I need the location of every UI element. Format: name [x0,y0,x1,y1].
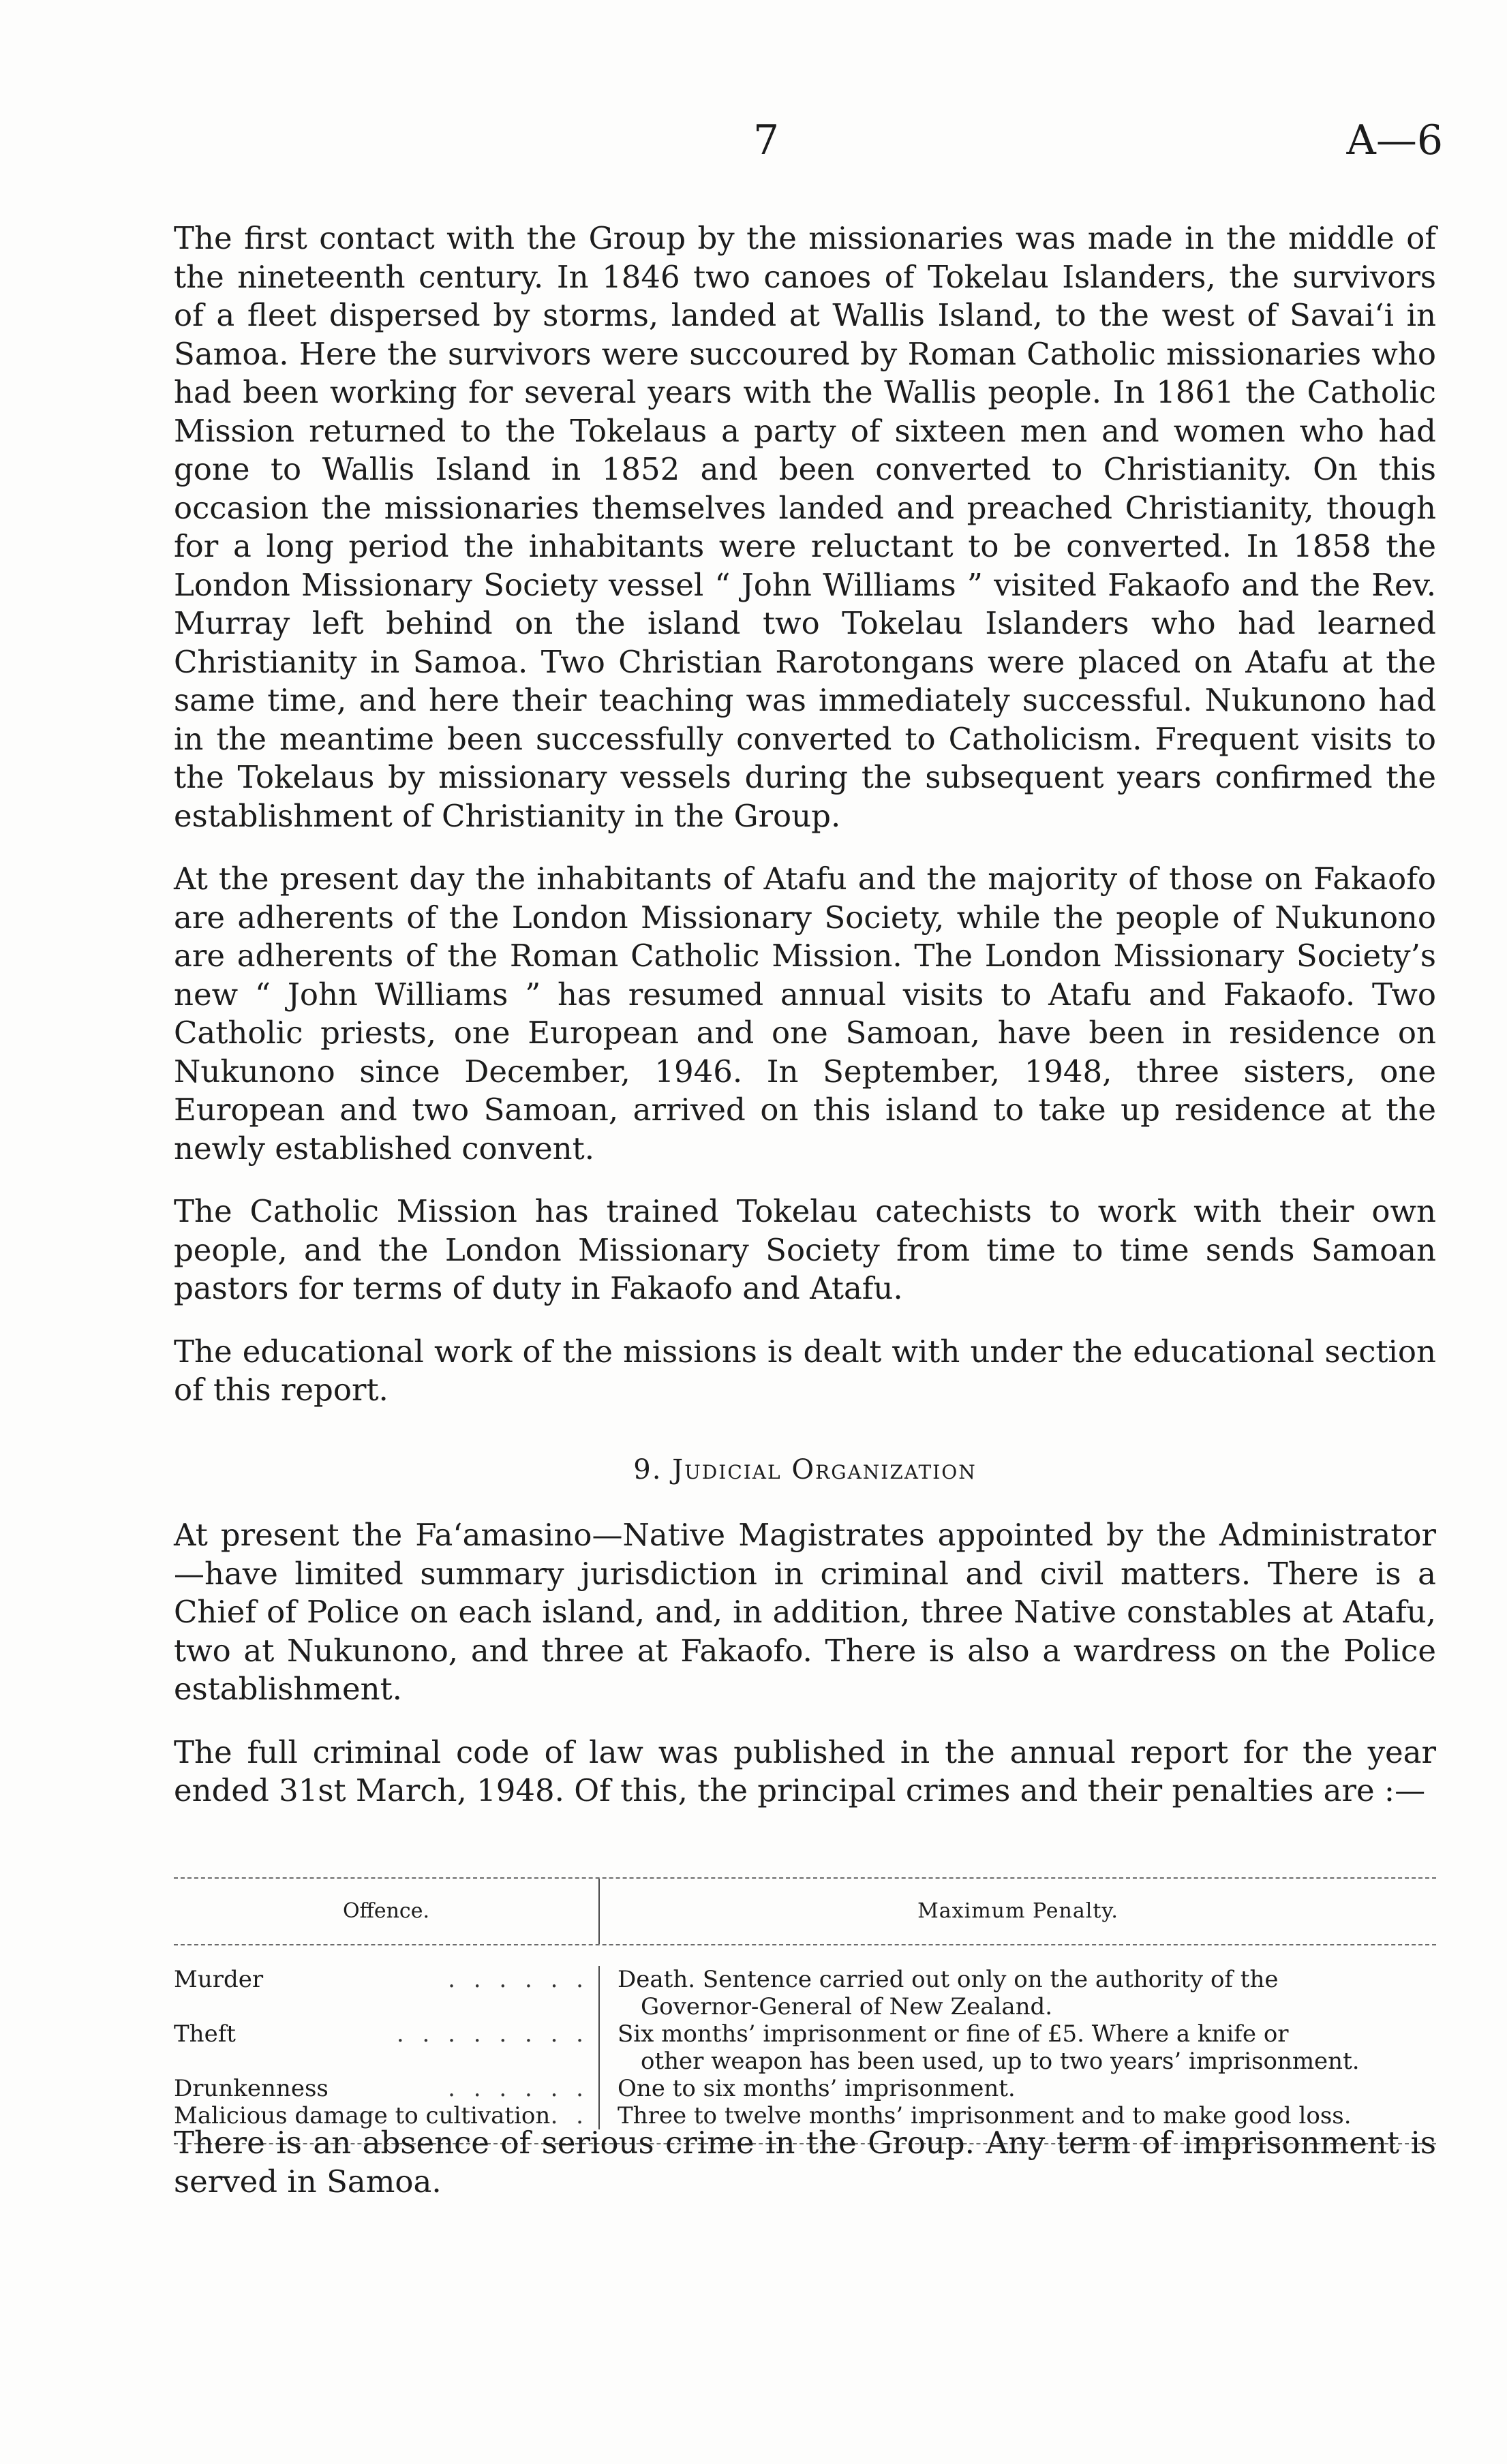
leader-dots: . . . . . . [448,2075,589,2102]
penalties-table [174,1877,1436,2144]
leader-dots: . . [550,2102,589,2129]
paragraph-magistrates: At present the Fa‘amasino—Native Magistrates appointed by the Administrator—have limited summary jurisdiction in criminal and civil matters. There is a Chief of Police on each island, and, in addition, three Native constables at Atafu, two at Nukunono, and three at Fakaofo. There is also a wardress on the Police establishment. [174,1517,1436,1707]
paragraph-educational: The educational work of the missions is dealt with under the educational section of this report. [174,1333,1436,1408]
document-reference: A—6 [1346,117,1443,164]
penalty-line: One to six months’ imprisonment. [618,2075,1016,2102]
penalty-line: Governor-General of New Zealand. [641,1993,1053,2020]
penalty-line: Six months’ imprisonment or fine of £5. Where a knife or [618,2020,1289,2048]
table-row [174,2020,598,2075]
paragraph-present-day: At the present day the inhabitants of Atafu and the majority of those on Fakaofo are adherents of the London Missionary Society, while the people of Nukunono are adherents of the Roman Catholic Mission. The London Missionary Society’s new “ John Williams ” has resumed annual visits to Atafu and Fakaofo. Two Catholic priests, one European and one Samoan, have been in residence on Nukunono since December, 1946. In September, 1948, three sisters, one European and two Samoan, arrived on this island to take up residence at the newly established convent. [174,861,1436,1167]
paragraph-criminal-code: The full criminal code of law was published in the annual report for the year ended 31st March, 1948. Of this, the principal crimes and their penalties are :— [174,1734,1436,1808]
paragraph-catechists: The Catholic Mission has trained Tokelau catechists to work with their own people, and the London Missionary Society from time to time sends Samoan pastors for terms of duty in Fakaofo and Atafu. [174,1193,1436,1306]
header-penalty: Maximum Penalty. [917,1899,1118,1923]
table-header [174,1879,1436,1944]
table-row [174,1966,598,2020]
offence-cell: Murder [174,1966,264,1993]
penalty-cell [618,1966,1436,2020]
penalty-line: Three to twelve months’ imprisonment and to make good loss. [618,2102,1352,2129]
paragraph-missionary-contact: The first contact with the Group by the missionaries was made in the middle of the nineteenth century. In 1846 two canoes of Tokelau Islanders, the survivors of a fleet dispersed by storms, landed at Wallis Island, to the west of Savai‘i in Samoa. Here the survivors were succoured by Roman Catholic missionaries who had been working for several years with the Wallis people. In 1861 the Catholic Mission returned to the Tokelaus a party of sixteen men and women who had gone to Wallis Island in 1852 and been converted to Christianity. On this occasion the missionaries themselves landed and preached Christianity, though for a long period the inhabitants were reluctant to be converted. In 1858 the London Missionary Society vessel “ John Williams ” visited Fakaofo and the Rev. Murray left behind on the island two Tokelau Islanders who had learned Christianity in Samoa. Two Christian Rarotongans were placed on Atafu at the same time, and here their teaching was immediately successful. Nukunono had in the meantime been successfully converted to Catholicism. Frequent visits to the Tokelaus by missionary vessels during the subsequent years confirmed the establishment of Christianity in the Group. [174,220,1436,834]
penalty-column [600,1966,1436,2129]
table-row [174,2075,598,2102]
offence-column [174,1966,600,2129]
leader-dots: . . . . . . [448,1966,589,1993]
penalty-cell [618,2020,1436,2075]
section-heading: 9. Judicial Organization [633,1453,977,1485]
offence-cell: Theft [174,2020,236,2048]
closing-paragraph: There is an absence of serious crime in the Group. Any term of imprisonment is served in Samoa. [174,2125,1436,2200]
offence-cell: Drunkenness [174,2075,329,2102]
offence-cell: Malicious damage to cultivation [174,2102,551,2129]
penalty-cell [618,2075,1436,2102]
body-text [174,219,1436,1835]
penalty-line: other weapon has been used, up to two years’ imprisonment. [641,2048,1360,2075]
penalty-line: Death. Sentence carried out only on the authority of the [618,1966,1279,1993]
header-offence: Offence. [174,1879,600,1944]
table-body [174,1945,1436,2143]
leader-dots: . . . . . . . . [396,2020,589,2048]
page-number: 7 [753,117,780,164]
